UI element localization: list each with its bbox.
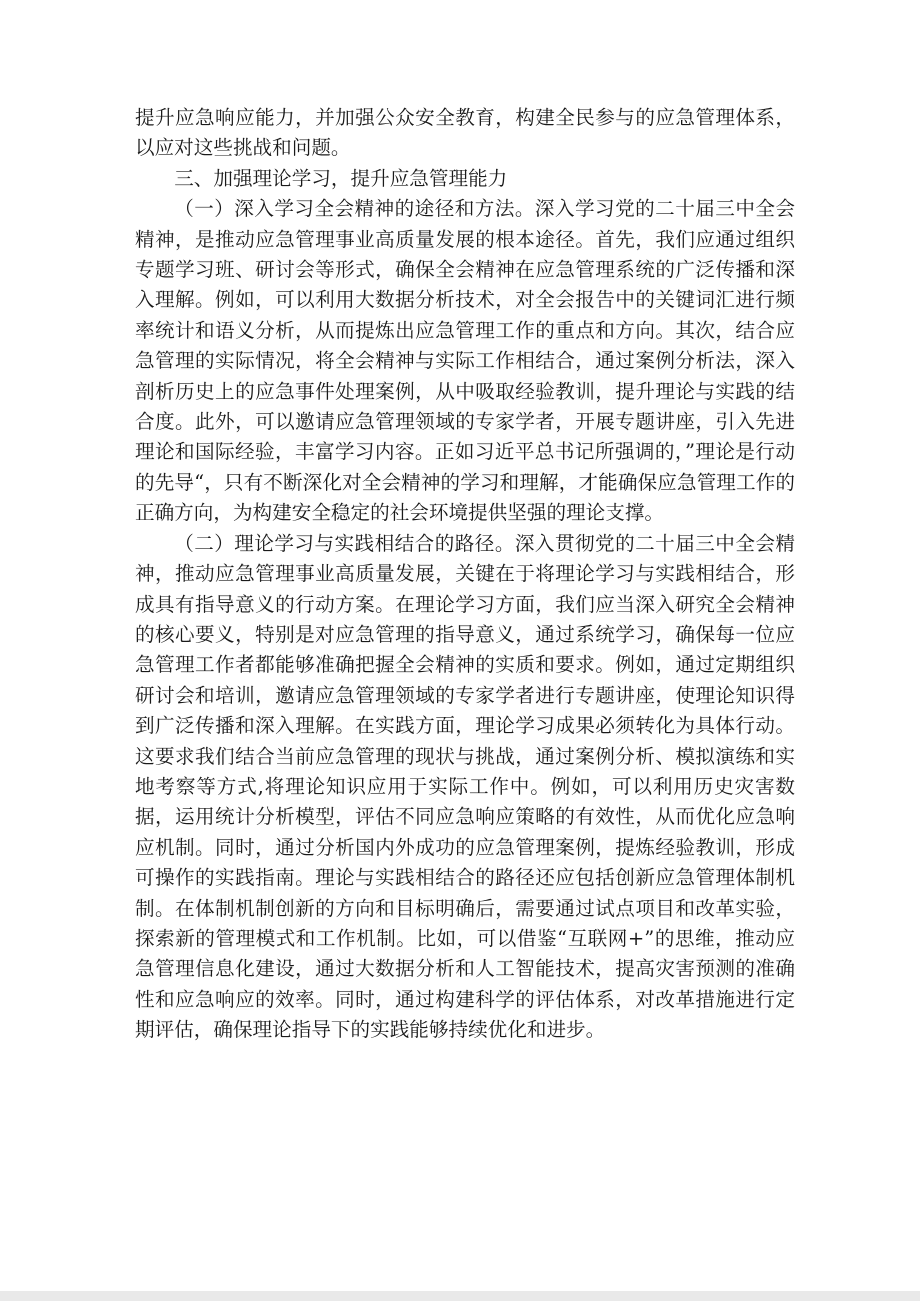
paragraph-continuation: 提升应急响应能力，并加强公众安全教育，构建全民参与的应急管理体系，以应对这些挑战和问题。 — [135, 106, 795, 160]
section-heading: 三、加强理论学习，提升应急管理能力 — [174, 166, 508, 190]
paragraph-subsection-1: （一）深入学习全会精神的途径和方法。深入学习党的二十届三中全会精神，是推动应急管理事业高质量发展的根本途径。首先，我们应通过组织专题学习班、研讨会等形式，确保全会精神在应急管理系统的广泛传播和深入理解。例如，可以利用大数据分析技术，对全会报告中的关键词汇进行频率统计和语义分析，从而提炼出应急管理工作的重点和方向。其次，结合应急管理的实际情况，将全会精神与实际工作相结合，通过案例分析法，深入剖析历史上的应急事件处理案例，从中吸取经验教训，提升理论与实践的结合度。此外，可以邀请应急管理领域的专家学者，开展专题讲座，引入先进理论和国际经验，丰富学习内容。正如习近平总书记所强调的，”理论是行动的先导“，只有不断深化对全会精神的学习和理解，才能确保应急管理工作的正确方向，为构建安全稳定的社会环境提供坚强的理论支撑。 — [135, 197, 795, 525]
page-bottom-bar — [0, 1291, 920, 1301]
paragraph-subsection-2: （二）理论学习与实践相结合的路径。深入贯彻党的二十届三中全会精神，推动应急管理事业高质量发展，关键在于将理论学习与实践相结合，形成具有指导意义的行动方案。在理论学习方面，我们应当深入研究全会精神的核心要义，特别是对应急管理的指导意义，通过系统学习，确保每一位应急管理工作者都能够准确把握全会精神的实质和要求。例如，通过定期组织研讨会和培训，邀请应急管理领域的专家学者进行专题讲座，使理论知识得到广泛传播和深入理解。在实践方面，理论学习成果必须转化为具体行动。这要求我们结合当前应急管理的现状与挑战，通过案例分析、模拟演练和实地考察等方式,将理论知识应用于实际工作中。例如，可以利用历史灾害数据，运用统计分析模型，评估不同应急响应策略的有效性，从而优化应急响应机制。同时，通过分析国内外成功的应急管理案例，提炼经验教训，形成可操作的实践指南。理论与实践相结合的路径还应包括创新应急管理体制机制。在体制机制创新的方向和目标明确后，需要通过试点项目和改革实验，探索新的管理模式和工作机制。比如，可以借鉴“互联网+”的思维，推动应急管理信息化建设，通过大数据分析和人工智能技术，提高灾害预测的准确性和应急响应的效率。同时，通过构建科学的评估体系，对改革措施进行定期评估，确保理论指导下的实践能够持续优化和进步。 — [135, 531, 795, 1042]
document-body — [135, 103, 795, 1046]
